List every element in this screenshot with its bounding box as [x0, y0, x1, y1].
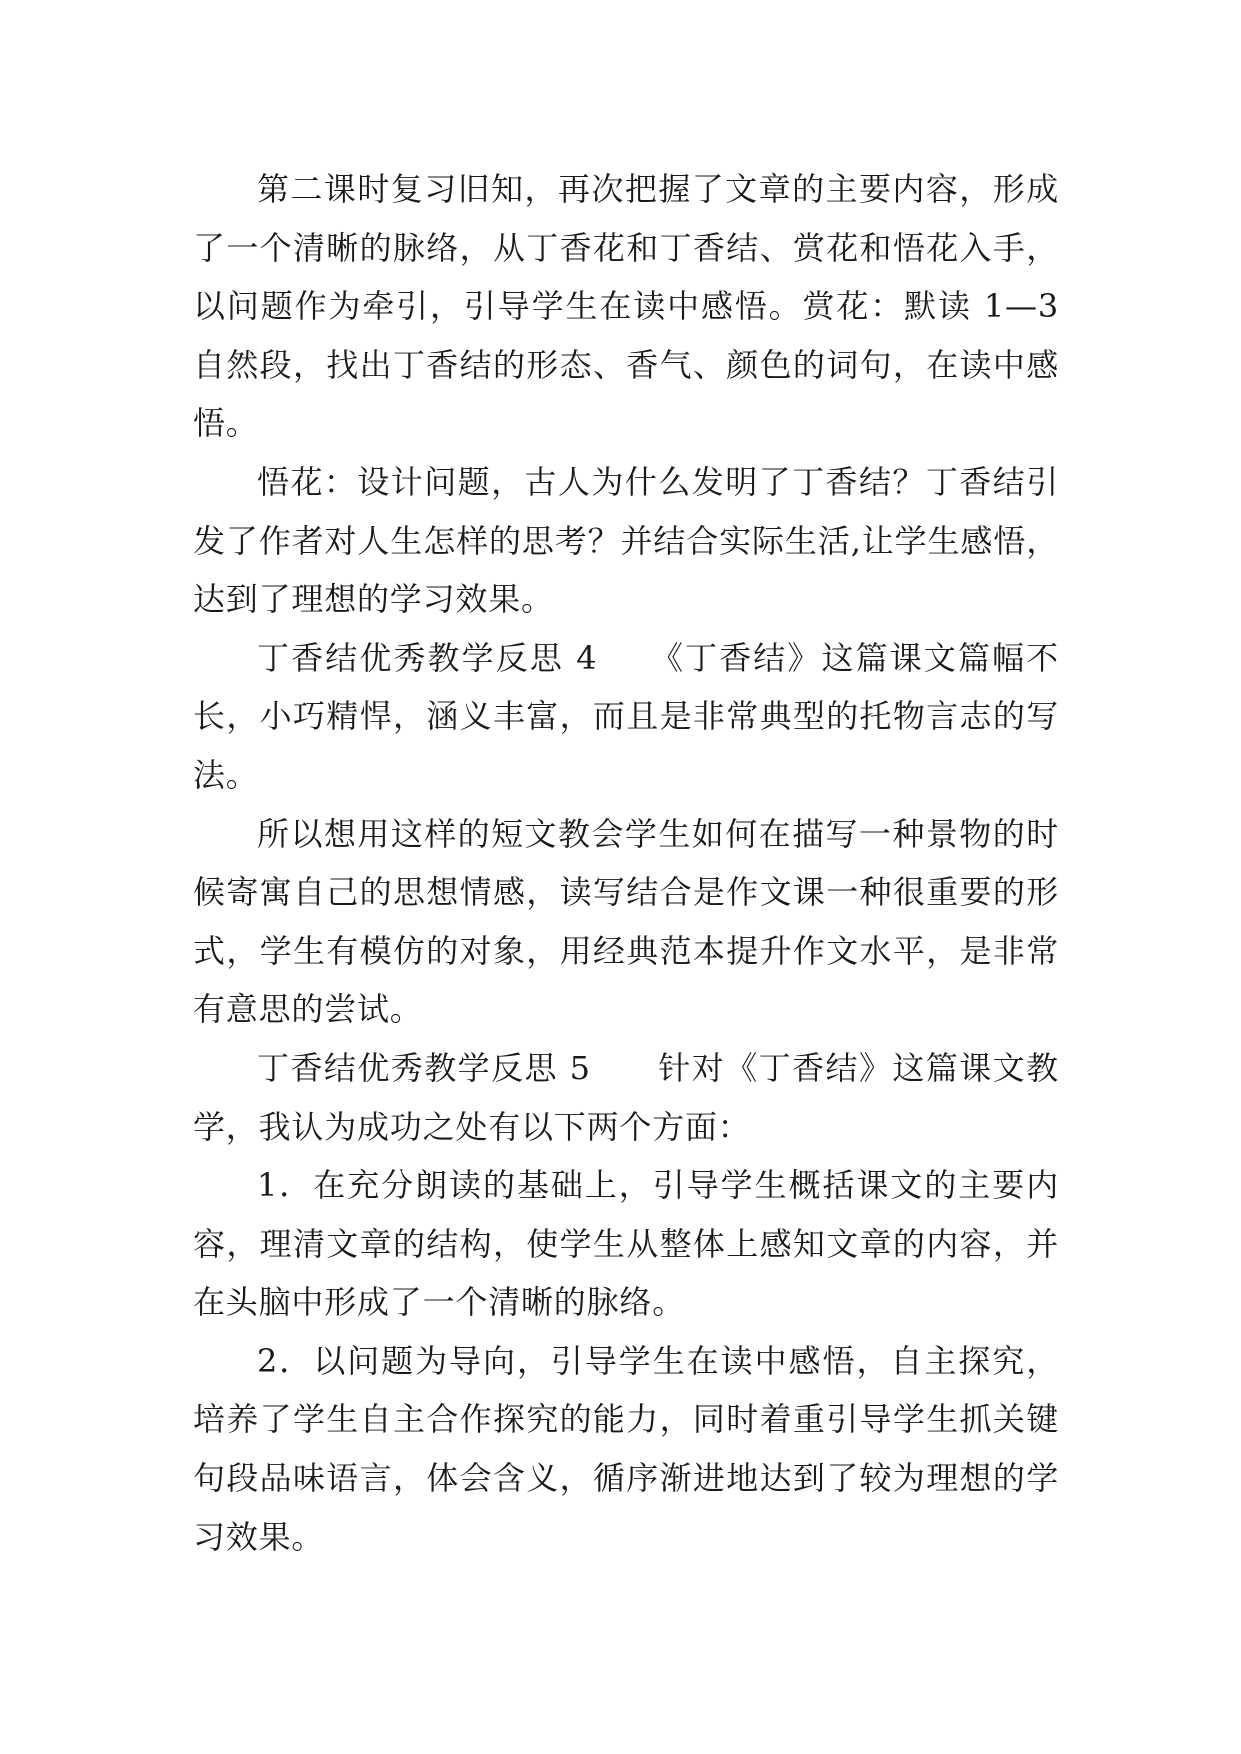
paragraph: 1．在充分朗读的基础上，引导学生概括课文的主要内容，理清文章的结构，使学生从整体上感知文章的内容，并在头脑中形成了一个清晰的脉络。	[193, 1166, 1059, 1322]
paragraph: 2．以问题为导向，引导学生在读中感悟，自主探究，培养了学生自主合作探究的能力，同时着重引导学生抓关键句段品味语言，体会含义，循序渐进地达到了较为理想的学习效果。	[193, 1341, 1059, 1556]
paragraph: 丁香结优秀教学反思 5 针对《丁香结》这篇课文教学，我认为成功之处有以下两个方面：	[193, 1048, 1059, 1146]
paragraph: 第二课时复习旧知，再次把握了文章的主要内容，形成了一个清晰的脉络，从丁香花和丁香结、赏花和悟花入手，以问题作为牵引，引导学生在读中感悟。赏花：默读 1—3 自然段，找出丁香结的形态、香气、颜色的词句，在读中感悟。	[193, 170, 1070, 443]
document-body	[193, 160, 1070, 1566]
paragraph: 悟花：设计问题，古人为什么发明了丁香结？丁香结引发了作者对人生怎样的思考？并结合实际生活,让学生感悟，达到了理想的学习效果。	[193, 462, 1059, 619]
paragraph: 丁香结优秀教学反思 4 《丁香结》这篇课文篇幅不长，小巧精悍，涵义丰富，而且是非常典型的托物言志的写法。	[193, 638, 1059, 794]
paragraph: 所以想用这样的短文教会学生如何在描写一种景物的时候寄寓自己的思想情感，读写结合是作文课一种很重要的形式，学生有模仿的对象，用经典范本提升作文水平，是非常有意思的尝试。	[193, 814, 1059, 1029]
